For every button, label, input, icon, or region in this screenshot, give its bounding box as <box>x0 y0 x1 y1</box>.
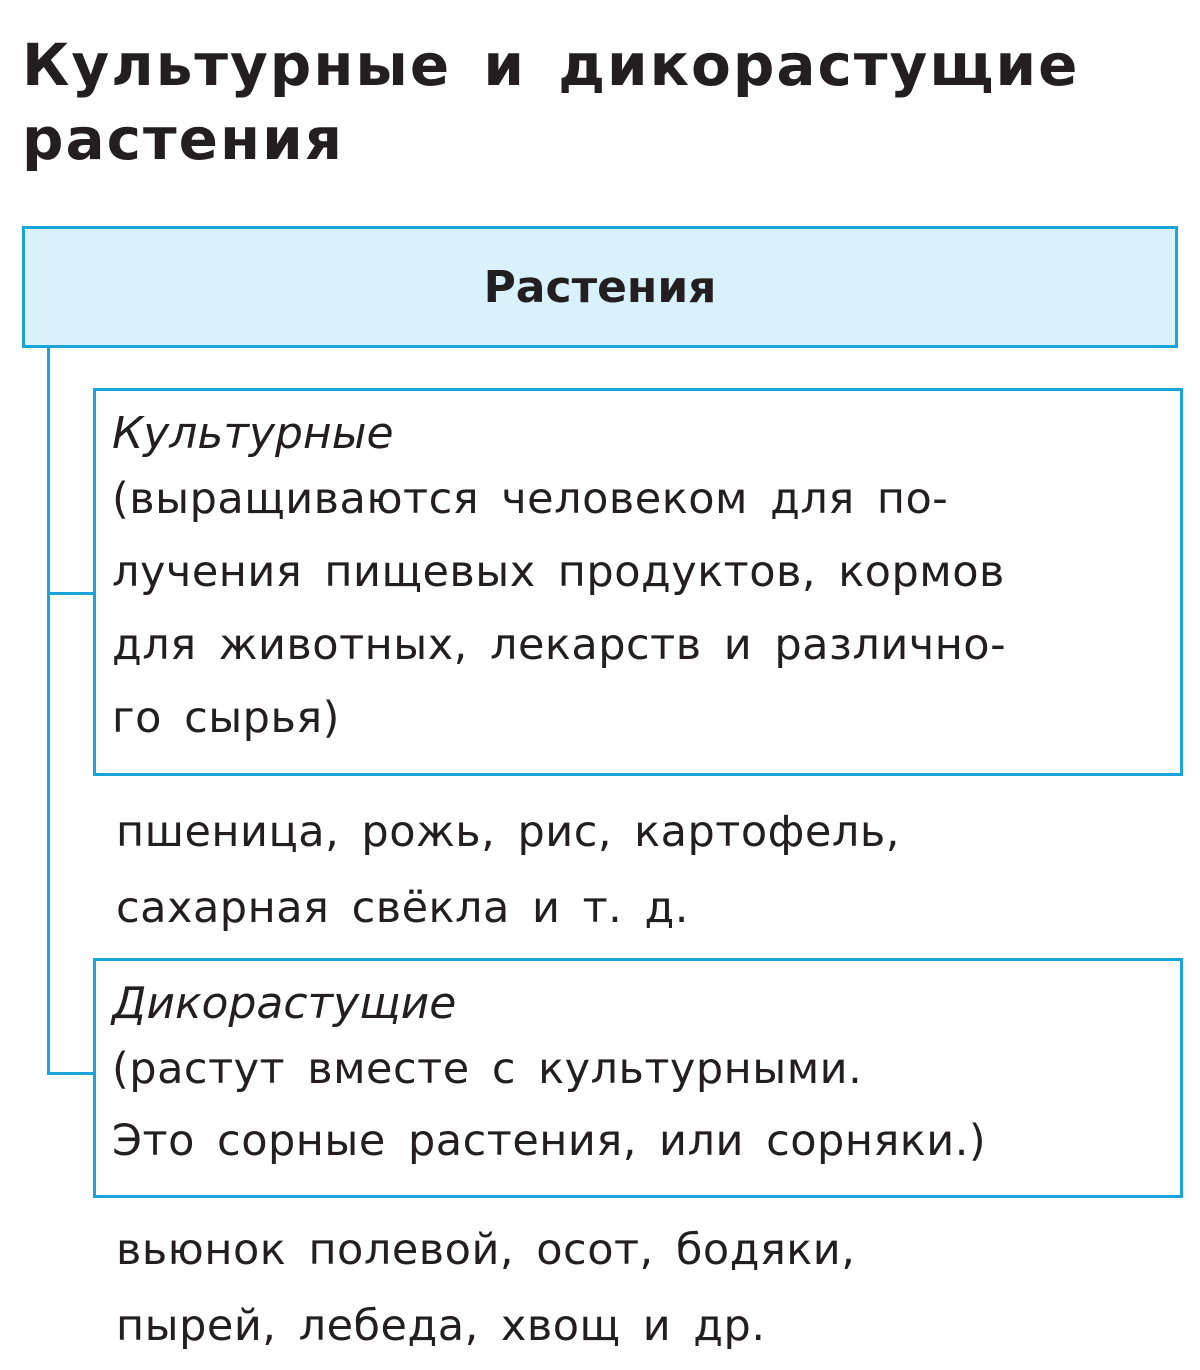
category-name-cultivated: Культурные <box>112 408 394 459</box>
category-desc-line: (растут вместе с культурными. <box>112 1044 863 1094</box>
examples-cultivated <box>116 794 1176 946</box>
category-desc-line: для животных, лекарств и различно- <box>112 620 1007 670</box>
category-box-cultivated <box>93 388 1183 776</box>
tree-trunk-connector <box>47 348 50 1075</box>
page-title-line-1: Культурные и дикорастущие <box>22 31 1080 99</box>
examples-wild <box>116 1212 1176 1364</box>
category-box-wild <box>93 958 1183 1198</box>
root-node-label: Растения <box>483 261 717 313</box>
examples-line: сахарная свёкла и т. д. <box>116 883 689 933</box>
category-desc-line: го сырья) <box>112 693 340 743</box>
category-name-wild: Дикорастущие <box>112 978 457 1029</box>
examples-line: пырей, лебеда, хвощ и др. <box>116 1301 766 1351</box>
category-desc-line: Это сорные растения, или сорняки.) <box>112 1116 987 1166</box>
examples-line: пшеница, рожь, рис, картофель, <box>116 807 900 857</box>
examples-line: вьюнок полевой, осот, бодяки, <box>116 1225 856 1275</box>
branch-connector-wild <box>47 1072 95 1075</box>
root-node-plants <box>22 226 1178 348</box>
branch-connector-cultivated <box>47 592 95 595</box>
category-desc-line: лучения пищевых продуктов, кормов <box>112 547 1005 597</box>
category-desc-line: (выращиваются человеком для по- <box>112 474 949 524</box>
page-title <box>22 28 1182 176</box>
page-title-line-2: растения <box>22 105 344 173</box>
